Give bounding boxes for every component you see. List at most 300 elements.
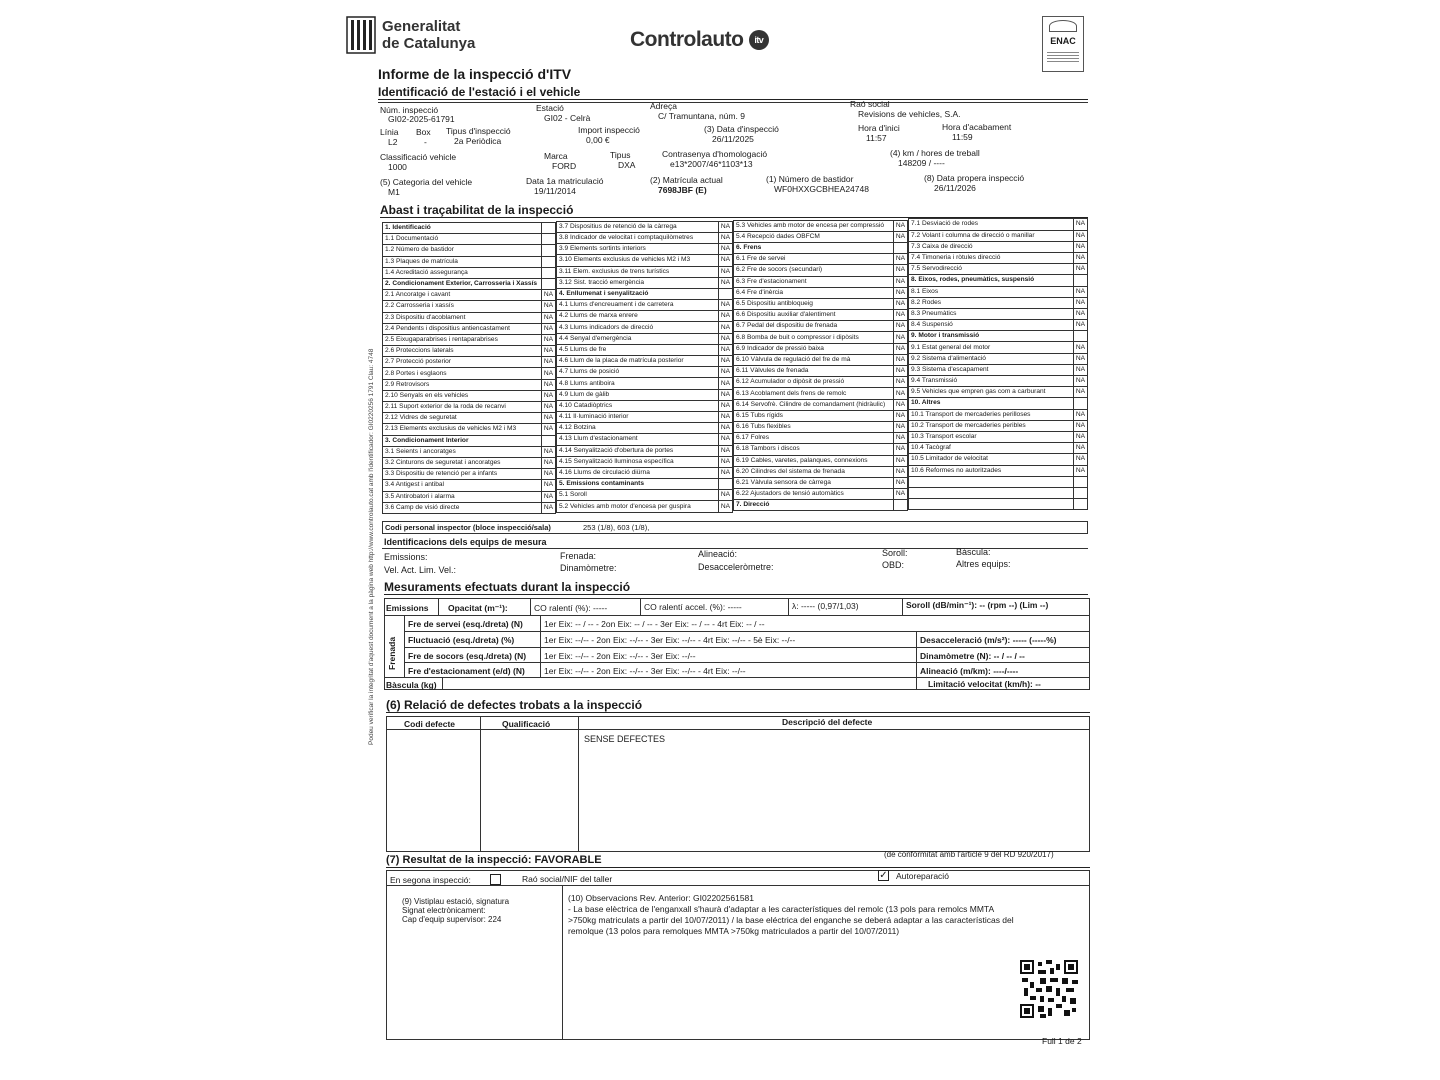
abast-item-label: 3.9 Elements sortints interiors bbox=[557, 244, 719, 255]
report-title: Informe de la inspecció d'ITV bbox=[378, 66, 572, 82]
abast-item-status: NA bbox=[1074, 297, 1088, 308]
propera-label: (8) Data propera inspecció bbox=[924, 173, 1025, 183]
abast-item-status: NA bbox=[719, 467, 733, 478]
abast-row bbox=[909, 409, 1088, 420]
abast-row bbox=[383, 480, 556, 491]
abast-row bbox=[557, 356, 733, 367]
abast-row bbox=[383, 469, 556, 480]
abast-item-label: 4.8 Llums antiboira bbox=[557, 378, 719, 389]
abast-row bbox=[734, 231, 908, 242]
abast-item-label: 7.1 Desviació de rodes bbox=[909, 219, 1074, 230]
mesur-fre-estac: Fre d'estacionament (e/d) (N) bbox=[408, 666, 525, 676]
abast-item-status: NA bbox=[894, 366, 908, 377]
abast-row bbox=[557, 266, 733, 277]
mesur-opacitat: Opacitat (m⁻¹): bbox=[448, 603, 508, 613]
abast-item-label: 3.12 Sist. tracció emergència bbox=[557, 277, 719, 288]
abast-row bbox=[909, 230, 1088, 241]
generalitat-logo-icon bbox=[346, 16, 376, 54]
hora-inici-label: Hora d'inici bbox=[858, 123, 900, 133]
mesur-alin: Alineació (m/km): ----/---- bbox=[920, 666, 1019, 676]
defectes-col-qualif: Qualificació bbox=[502, 719, 551, 729]
inspection-report-sheet bbox=[368, 10, 1098, 1065]
abast-item-status: NA bbox=[542, 301, 556, 312]
abast-item-label: 3.4 Antigest i antibal bbox=[383, 480, 542, 491]
abast-item-status: NA bbox=[894, 444, 908, 455]
abast-item-status: NA bbox=[542, 413, 556, 424]
abast-item-status: NA bbox=[719, 356, 733, 367]
num-inspeccio-label: Núm. inspecció bbox=[380, 105, 439, 115]
equips-altres: Altres equips: bbox=[956, 559, 1011, 569]
abast-row bbox=[383, 357, 556, 368]
abast-row bbox=[383, 379, 556, 390]
abast-item-label: 3. Condicionament Interior bbox=[383, 435, 542, 446]
equips-bascula: Bàscula: bbox=[956, 547, 991, 557]
abast-item-status: NA bbox=[1074, 443, 1088, 454]
abast-row bbox=[734, 332, 908, 343]
abast-row bbox=[383, 223, 556, 234]
abast-item-status: NA bbox=[719, 344, 733, 355]
abast-item-status: NA bbox=[894, 220, 908, 231]
inspector-label: Codi personal inspector (bloce inspecció/sala) bbox=[385, 523, 551, 532]
abast-item-label: 5. Emissions contaminants bbox=[557, 479, 719, 490]
abast-item-label: 4.14 Senyalització d'obertura de portes bbox=[557, 445, 719, 456]
abast-row bbox=[909, 342, 1088, 353]
abast-row bbox=[557, 411, 733, 422]
abast-row bbox=[557, 456, 733, 467]
abast-item-label: 8.1 Eixos bbox=[909, 286, 1074, 297]
defectes-box bbox=[386, 716, 1090, 852]
abast-row bbox=[734, 242, 908, 253]
abast-row bbox=[557, 300, 733, 311]
abast-item-status bbox=[1074, 487, 1088, 498]
equips-emissions: Emissions: bbox=[384, 552, 428, 562]
abast-row bbox=[734, 220, 908, 231]
abast-row bbox=[909, 331, 1088, 342]
abast-item-status bbox=[894, 242, 908, 253]
abast-item-status: NA bbox=[1074, 387, 1088, 398]
mesur-limit: Limitació velocitat (km/h): -- bbox=[928, 679, 1041, 689]
abast-row bbox=[909, 264, 1088, 275]
abast-item-status: NA bbox=[719, 221, 733, 232]
abast-row bbox=[557, 322, 733, 333]
abast-item-status: NA bbox=[1074, 320, 1088, 331]
abast-item-status: NA bbox=[894, 354, 908, 365]
abast-item-label: 4.2 Llums de marxa enrere bbox=[557, 311, 719, 322]
abast-item-status: NA bbox=[542, 424, 556, 435]
abast-item-status: NA bbox=[719, 378, 733, 389]
abast-row bbox=[557, 400, 733, 411]
mesur-soroll: Soroll (dB/min⁻¹): -- (rpm --) (Lim --) bbox=[906, 600, 1049, 610]
abast-item-label: 5.3 Vehicles amb motor de encesa per compressió bbox=[734, 220, 894, 231]
abast-row bbox=[557, 232, 733, 243]
hora-inici-value: 11:57 bbox=[866, 133, 887, 143]
abast-item-label: 4.7 Llums de posició bbox=[557, 367, 719, 378]
abast-item-label: 6.18 Tambors i discos bbox=[734, 444, 894, 455]
abast-item-status: NA bbox=[894, 455, 908, 466]
abast-item-status: NA bbox=[719, 311, 733, 322]
abast-row bbox=[383, 368, 556, 379]
segona-inspeccio-label: En segona inspecció: bbox=[390, 875, 471, 885]
abast-item-status: NA bbox=[1074, 342, 1088, 353]
rao-value: Revisions de vehicles, S.A. bbox=[858, 109, 961, 119]
abast-row bbox=[734, 477, 908, 488]
autoreparacio-checkbox[interactable]: ✓ bbox=[879, 870, 888, 881]
abast-item-label: 2.2 Carrosseria i xassís bbox=[383, 301, 542, 312]
abast-item-label: 6.22 Ajustadors de tensió automàtics bbox=[734, 489, 894, 500]
abast-item-label: 8.4 Suspensió bbox=[909, 320, 1074, 331]
abast-item-status: NA bbox=[894, 388, 908, 399]
abast-row bbox=[734, 276, 908, 287]
abast-item-status: NA bbox=[542, 480, 556, 491]
crown-icon bbox=[1049, 20, 1077, 32]
tipus-label: Tipus d'inspecció bbox=[446, 126, 511, 136]
abast-item-status: NA bbox=[542, 491, 556, 502]
abast-row bbox=[383, 424, 556, 435]
abast-item-label: 4.3 Llums indicadors de direcció bbox=[557, 322, 719, 333]
abast-item-label: 10.6 Reformes no autoritzades bbox=[909, 465, 1074, 476]
abast-item-status bbox=[1074, 499, 1088, 510]
abast-row bbox=[383, 323, 556, 334]
enac-caption-icon bbox=[1047, 50, 1079, 64]
homolog-value: e13*2007/46*1103*13 bbox=[670, 159, 753, 169]
num-inspeccio-value: GI02-2025-61791 bbox=[388, 114, 455, 124]
import-value: 0,00 € bbox=[586, 135, 610, 145]
abast-row bbox=[734, 388, 908, 399]
mesuraments-title: Mesuraments efectuats durant la inspecció bbox=[384, 580, 1088, 595]
itv-badge-icon: itv bbox=[749, 30, 769, 50]
abast-item-status: NA bbox=[719, 501, 733, 512]
equips-alineacio: Alineació: bbox=[698, 549, 738, 559]
abast-row bbox=[383, 502, 556, 513]
abast-row bbox=[557, 501, 733, 512]
abast-item-label: 6.19 Cables, varetes, palanques, connexions bbox=[734, 455, 894, 466]
abast-row bbox=[734, 265, 908, 276]
abast-item-status: NA bbox=[894, 298, 908, 309]
autoreparacio-label: Autoreparació bbox=[896, 871, 949, 881]
abast-row bbox=[557, 344, 733, 355]
abast-item-label: 4. Enllumenat i senyalització bbox=[557, 288, 719, 299]
abast-row bbox=[383, 245, 556, 256]
abast-item-status: NA bbox=[719, 277, 733, 288]
page-footer: Full 1 de 2 bbox=[1042, 1036, 1082, 1046]
abast-row bbox=[383, 491, 556, 502]
abast-item-status: NA bbox=[719, 300, 733, 311]
equips-vel: Vel. Act. Lim. Vel.: bbox=[384, 565, 457, 575]
abast-row bbox=[383, 278, 556, 289]
abast-item-label: 9.4 Transmissió bbox=[909, 376, 1074, 387]
abast-row bbox=[909, 454, 1088, 465]
abast-item-status: NA bbox=[894, 377, 908, 388]
abast-item-label: 6.14 Servofrè. Cilindre de comandament (hidràulic) bbox=[734, 399, 894, 410]
abast-row bbox=[909, 499, 1088, 510]
abast-row bbox=[909, 387, 1088, 398]
abast-item-status bbox=[894, 500, 908, 511]
abast-item-label: 2.8 Portes i esglaons bbox=[383, 368, 542, 379]
abast-item-status bbox=[1074, 476, 1088, 487]
abast-row bbox=[734, 489, 908, 500]
abast-item-status: NA bbox=[894, 231, 908, 242]
abast-column-1 bbox=[382, 222, 556, 514]
propera-value: 26/11/2026 bbox=[934, 183, 976, 193]
abast-item-status: NA bbox=[719, 411, 733, 422]
abast-item-status: NA bbox=[719, 232, 733, 243]
abast-item-label: 4.15 Senyalització lluminosa específica bbox=[557, 456, 719, 467]
mesur-co-accel: CO ralentí accel. (%): ----- bbox=[644, 602, 742, 612]
linia-value: L2 bbox=[388, 137, 398, 147]
abast-row bbox=[557, 221, 733, 232]
abast-row bbox=[557, 423, 733, 434]
abast-row bbox=[909, 465, 1088, 476]
abast-item-status: NA bbox=[719, 445, 733, 456]
linia-label: Línia bbox=[380, 127, 399, 137]
adreca-value: C/ Tramuntana, núm. 9 bbox=[658, 111, 745, 121]
data-matriculacio-value: 19/11/2014 bbox=[534, 186, 576, 196]
abast-item-status: NA bbox=[542, 446, 556, 457]
mesur-fre-socors: Fre de socors (esq./dreta) (N) bbox=[408, 651, 527, 661]
mesur-frenada-label: Frenada bbox=[387, 636, 397, 670]
abast-row bbox=[909, 252, 1088, 263]
abast-row bbox=[909, 398, 1088, 409]
abast-column-2 bbox=[556, 221, 733, 513]
abast-item-label: 6.2 Fre de socors (secundari) bbox=[734, 265, 894, 276]
abast-item-status: NA bbox=[894, 310, 908, 321]
abast-item-label: 6.5 Dispositiu antibloqueig bbox=[734, 298, 894, 309]
abast-row bbox=[383, 301, 556, 312]
abast-row bbox=[909, 308, 1088, 319]
abast-item-status bbox=[1074, 331, 1088, 342]
abast-item-label: 4.11 Il·luminació interior bbox=[557, 411, 719, 422]
abast-item-label: 6.11 Vàlvules de frenada bbox=[734, 366, 894, 377]
abast-item-label: 6.13 Acoblament dels frens de remolc bbox=[734, 388, 894, 399]
defectes-col-desc: Descripció del defecte bbox=[782, 717, 873, 727]
abast-item-status: NA bbox=[542, 290, 556, 301]
abast-item-label: 5.1 Soroll bbox=[557, 490, 719, 501]
mesur-fre-socors-value: 1er Eix: --/-- - 2on Eix: --/-- - 3er Eix: --/-- bbox=[544, 651, 696, 661]
abast-item-status: NA bbox=[542, 502, 556, 513]
abast-item-status bbox=[719, 288, 733, 299]
abast-item-label: 6.7 Pedal del dispositiu de frenada bbox=[734, 321, 894, 332]
abast-item-status: NA bbox=[894, 410, 908, 421]
abast-item-status: NA bbox=[719, 244, 733, 255]
abast-item-status: NA bbox=[542, 346, 556, 357]
controlauto-logo: Controlauto itv bbox=[630, 28, 769, 52]
abast-row bbox=[909, 487, 1088, 498]
abast-item-label: 1.4 Acreditació assegurança bbox=[383, 267, 542, 278]
abast-row bbox=[909, 364, 1088, 375]
abast-item-status: NA bbox=[1074, 409, 1088, 420]
abast-row bbox=[383, 290, 556, 301]
abast-item-status bbox=[719, 479, 733, 490]
resultat-note: (de conformitat amb l'article 9 del RD 920/2017) bbox=[884, 850, 1054, 859]
abast-item-label: 7.3 Caixa de direcció bbox=[909, 241, 1074, 252]
abast-item-label: 10.3 Transport escolar bbox=[909, 431, 1074, 442]
abast-row bbox=[909, 376, 1088, 387]
abast-item-status: NA bbox=[894, 276, 908, 287]
abast-item-label: 4.4 Senyal d'emergència bbox=[557, 333, 719, 344]
abast-item-label bbox=[909, 487, 1074, 498]
equips-title: Identificacions dels equips de mesura bbox=[384, 537, 547, 547]
abast-item-status: NA bbox=[719, 367, 733, 378]
abast-item-label: 3.7 Dispositius de retenció de la càrrega bbox=[557, 221, 719, 232]
abast-item-label: 6.16 Tubs flexibles bbox=[734, 421, 894, 432]
abast-item-status bbox=[542, 256, 556, 267]
abast-item-label: 3.6 Camp de visió directe bbox=[383, 502, 542, 513]
abast-item-status: NA bbox=[1074, 364, 1088, 375]
estacio-value: GI02 - Celrà bbox=[544, 113, 591, 123]
abast-item-status bbox=[542, 267, 556, 278]
abast-row bbox=[734, 321, 908, 332]
abast-item-status: NA bbox=[1074, 420, 1088, 431]
abast-item-status: NA bbox=[542, 357, 556, 368]
qr-code-icon bbox=[1020, 960, 1078, 1018]
import-label: Import inspecció bbox=[578, 125, 640, 135]
classif-label: Classificació vehicle bbox=[380, 152, 457, 162]
abast-item-label: 1. Identificació bbox=[383, 223, 542, 234]
abast-row bbox=[383, 446, 556, 457]
abast-item-label: 6.15 Tubs rígids bbox=[734, 410, 894, 421]
abast-item-status: NA bbox=[1074, 353, 1088, 364]
ident-section-title: Identificació de l'estació i el vehicle bbox=[378, 85, 1088, 100]
abast-row bbox=[383, 346, 556, 357]
mesur-co-ralenti: CO ralentí (%): ----- bbox=[534, 603, 608, 613]
abast-item-label: 6.21 Vàlvula sensora de càrrega bbox=[734, 477, 894, 488]
hora-acab-value: 11:59 bbox=[952, 132, 973, 142]
data-inspeccio-label: (3) Data d'inspecció bbox=[704, 124, 779, 134]
abast-row bbox=[734, 298, 908, 309]
abast-item-label: 6.3 Fre d'estacionament bbox=[734, 276, 894, 287]
abast-item-label: 3.11 Elem. exclusius de trens turístics bbox=[557, 266, 719, 277]
abast-item-label: 2. Condicionament Exterior, Carrosseria i Xassís bbox=[383, 278, 542, 289]
abast-row bbox=[909, 420, 1088, 431]
abast-item-status: NA bbox=[894, 466, 908, 477]
abast-row bbox=[909, 286, 1088, 297]
abast-item-label: 6.6 Dispositiu auxiliar d'alentiment bbox=[734, 310, 894, 321]
abast-row bbox=[734, 421, 908, 432]
estacio-label: Estació bbox=[536, 103, 564, 113]
abast-row bbox=[557, 255, 733, 266]
abast-row bbox=[734, 377, 908, 388]
equips-obd: OBD: bbox=[882, 560, 905, 570]
abast-item-label: 3.2 Cinturons de seguretat i ancoratges bbox=[383, 457, 542, 468]
verification-side-text: Podeu verificar la integritat d'aquest document a la pàgina web http://www.controlauto.cat amb l'identificador: GI0220256 1791 Clau: 4748 bbox=[368, 348, 375, 745]
abast-row bbox=[734, 287, 908, 298]
abast-row bbox=[909, 476, 1088, 487]
observacions-block: (10) Observacions Rev. Anterior: GI02202561581 - La base elèctrica de l'enganxall s'haurà d'adaptar a les característiques del remolc (13 pols para remolcs MMTA >750kg matriculats a partir del 10/07/2011) / la base eléctrica del enganche se deberá adaptar a las características del remolque (13 polos para remolques MMTA >750kg matriculados a partir del 10/07/2011) bbox=[568, 893, 1014, 936]
mesur-fre-estac-value: 1er Eix: --/-- - 2on Eix: --/-- - 3er Eix: --/-- - 4rt Eix: --/-- bbox=[544, 666, 746, 676]
abast-row bbox=[383, 267, 556, 278]
abast-row bbox=[557, 367, 733, 378]
rao-taller-label: Raó social/NIF del taller bbox=[522, 874, 613, 884]
abast-item-label: 10.5 Limitador de velocitat bbox=[909, 454, 1074, 465]
abast-item-label: 4.16 Llums de circulació diürna bbox=[557, 467, 719, 478]
abast-row bbox=[734, 410, 908, 421]
abast-item-status: NA bbox=[542, 457, 556, 468]
abast-row bbox=[557, 288, 733, 299]
hora-acab-label: Hora d'acabament bbox=[942, 122, 1012, 132]
abast-item-status: NA bbox=[1074, 241, 1088, 252]
segona-inspeccio-checkbox[interactable] bbox=[490, 874, 501, 885]
abast-item-label: 8.3 Pneumàtics bbox=[909, 308, 1074, 319]
abast-row bbox=[383, 256, 556, 267]
abast-row bbox=[909, 219, 1088, 230]
abast-item-status: NA bbox=[542, 379, 556, 390]
abast-item-status: NA bbox=[894, 399, 908, 410]
abast-item-status: NA bbox=[1074, 465, 1088, 476]
abast-item-label: 6.12 Acumulador o dipòsit de pressió bbox=[734, 377, 894, 388]
abast-item-label: 6.1 Fre de servei bbox=[734, 254, 894, 265]
abast-item-label: 7.2 Volant i columna de direcció o manillar bbox=[909, 230, 1074, 241]
abast-item-status: NA bbox=[894, 332, 908, 343]
abast-row bbox=[557, 277, 733, 288]
abast-item-status bbox=[542, 223, 556, 234]
abast-item-label bbox=[909, 499, 1074, 510]
equips-soroll: Soroll: bbox=[882, 548, 908, 558]
abast-item-label: 9.3 Sistema d'escapament bbox=[909, 364, 1074, 375]
abast-row bbox=[734, 466, 908, 477]
abast-item-label: 4.1 Llums d'encreuament i de carretera bbox=[557, 300, 719, 311]
tipus-vehicle-value: DXA bbox=[618, 160, 636, 170]
abast-item-label bbox=[909, 476, 1074, 487]
abast-item-label: 7. Direcció bbox=[734, 500, 894, 511]
abast-item-status: NA bbox=[719, 322, 733, 333]
abast-item-status: NA bbox=[1074, 376, 1088, 387]
abast-row bbox=[557, 311, 733, 322]
abast-item-status: NA bbox=[894, 489, 908, 500]
abast-item-status: NA bbox=[542, 390, 556, 401]
homolog-label: Contrasenya d'homologació bbox=[662, 149, 768, 159]
abast-item-status: NA bbox=[719, 266, 733, 277]
mesur-emissions: Emissions bbox=[386, 603, 429, 613]
matricula-label: (2) Matrícula actual bbox=[650, 175, 723, 185]
abast-item-label: 2.12 Vidres de seguretat bbox=[383, 413, 542, 424]
abast-column-4 bbox=[908, 218, 1088, 510]
abast-item-label: 9.5 Vehicles que empren gas com a carburant bbox=[909, 387, 1074, 398]
abast-item-label: 10. Altres bbox=[909, 398, 1074, 409]
abast-row bbox=[909, 431, 1088, 442]
abast-item-status bbox=[542, 245, 556, 256]
mesur-fre-servei: Fre de servei (esq./dreta) (N) bbox=[408, 619, 523, 629]
abast-item-label: 6.10 Vàlvula de regulació del fre de mà bbox=[734, 354, 894, 365]
abast-row bbox=[557, 467, 733, 478]
vistiplau-block: (9) Vistiplau estació, signatura Signat electrònicament: Cap d'equip supervisor: 224 bbox=[402, 897, 510, 924]
mesur-fluctuacio-value: 1er Eix: --/-- - 2on Eix: --/-- - 3er Eix: --/-- - 4rt Eix: --/-- - 5è Eix: --/-- bbox=[544, 635, 796, 645]
mesur-bascula: Bàscula (kg) bbox=[386, 680, 437, 690]
abast-item-status: NA bbox=[894, 254, 908, 265]
abast-row bbox=[557, 434, 733, 445]
abast-item-label: 10.2 Transport de mercaderies peribles bbox=[909, 420, 1074, 431]
abast-item-label: 6.4 Fre d'inèrcia bbox=[734, 287, 894, 298]
abast-item-label: 6.8 Bomba de buit o compressor i dipòsits bbox=[734, 332, 894, 343]
defectes-col-codi: Codi defecte bbox=[404, 719, 456, 729]
mesur-lambda: λ: ----- (0,97/1,03) bbox=[792, 601, 859, 611]
abast-item-label: 3.3 Dispositiu de retenció per a infants bbox=[383, 469, 542, 480]
abast-row bbox=[383, 334, 556, 345]
abast-item-label: 9. Motor i transmissió bbox=[909, 331, 1074, 342]
abast-row bbox=[909, 275, 1088, 286]
abast-item-label: 4.5 Llums de fre bbox=[557, 344, 719, 355]
abast-item-status: NA bbox=[542, 334, 556, 345]
abast-item-label: 9.1 Estat general del motor bbox=[909, 342, 1074, 353]
abast-item-label: 3.8 Indicador de velocitat i comptaquilòmetres bbox=[557, 232, 719, 243]
mesur-fluctuacio: Fluctuació (esq./dreta) (%) bbox=[408, 635, 515, 645]
abast-item-label: 2.3 Dispositiu d'acoblament bbox=[383, 312, 542, 323]
generalitat-name: Generalitat de Catalunya bbox=[382, 18, 476, 52]
abast-item-status: NA bbox=[894, 265, 908, 276]
abast-item-label: 4.12 Botzina bbox=[557, 423, 719, 434]
tipus-vehicle-label: Tipus bbox=[610, 150, 631, 160]
abast-row bbox=[909, 353, 1088, 364]
abast-row bbox=[557, 389, 733, 400]
